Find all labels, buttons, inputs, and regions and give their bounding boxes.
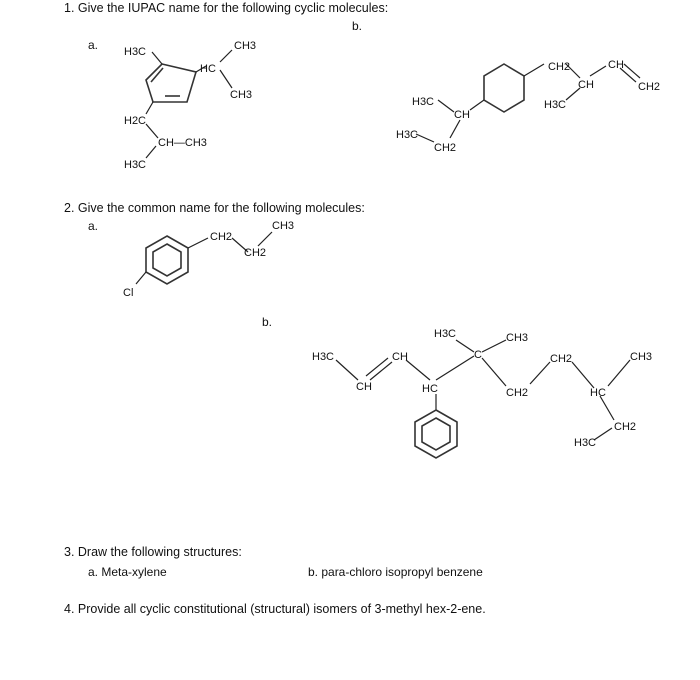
molecule-2b-double-bond-2 xyxy=(370,362,392,380)
molecule-2b-hc: HC xyxy=(422,383,438,395)
molecule-1a-bond xyxy=(146,102,153,114)
molecule-1a-bond xyxy=(146,124,158,138)
molecule-1b-ch-top: CH xyxy=(608,59,624,71)
molecule-1a-h3c-bottom: H3C xyxy=(124,159,147,171)
molecule-2a-ch2-a: CH2 xyxy=(210,231,233,243)
question-2a-label: a. xyxy=(88,219,99,233)
molecule-2b-ch2-mid: CH2 xyxy=(506,387,529,399)
molecule-1b-bond xyxy=(590,66,606,76)
molecule-1b-double-bond xyxy=(624,64,640,78)
molecule-2b-ch3-right: CH3 xyxy=(630,351,653,363)
molecule-2a-ch2-b: CH2 xyxy=(244,247,267,259)
question-1a-label: a. xyxy=(88,38,99,52)
molecule-1b-bond xyxy=(416,134,434,142)
molecule-1a xyxy=(124,40,256,171)
molecule-1b-ch2-end: CH2 xyxy=(638,81,661,93)
molecule-1b-bond xyxy=(450,120,460,138)
molecule-1a-ch3-right: CH3 xyxy=(230,89,253,101)
question-3b-item: b. para-chloro isopropyl benzene xyxy=(308,565,483,579)
molecule-2a-bond xyxy=(258,232,272,246)
question-2-title: 2. Give the common name for the following molecules: xyxy=(64,201,365,215)
molecule-1b-h3c-left: H3C xyxy=(412,96,435,108)
molecule-2b-h3c-top: H3C xyxy=(434,328,457,340)
molecule-2b xyxy=(312,328,652,458)
molecule-1a-ch3-top: CH3 xyxy=(234,40,257,52)
molecule-2b-c: C xyxy=(474,349,482,361)
molecule-2b-ch-2: CH xyxy=(392,351,408,363)
molecule-2b-bond xyxy=(530,362,550,384)
molecule-2b-bond xyxy=(600,396,614,420)
molecule-1b-bond xyxy=(470,100,484,110)
question-3a-item: a. Meta-xylene xyxy=(88,565,167,579)
molecule-2b-bond xyxy=(572,362,594,388)
molecule-2b-h3c-bottom: H3C xyxy=(574,437,597,449)
molecule-1a-bond xyxy=(152,52,162,64)
molecule-1b-ch2-top: CH2 xyxy=(548,61,571,73)
molecule-2b-double-bond xyxy=(366,358,388,376)
molecule-1a-h3c-top: H3C xyxy=(124,46,147,58)
molecule-2b-bond xyxy=(336,360,358,380)
molecule-1b-bond xyxy=(524,64,544,76)
molecule-1b xyxy=(396,59,660,154)
molecule-2b-h3c-left: H3C xyxy=(312,351,335,363)
molecule-2b-bond xyxy=(594,428,612,440)
molecule-1b-ch-left: CH xyxy=(454,109,470,121)
molecule-2a-ch3: CH3 xyxy=(272,220,295,232)
molecule-1b-ring xyxy=(484,64,524,112)
molecule-2b-ch2-top: CH2 xyxy=(550,353,573,365)
question-3-title: 3. Draw the following structures: xyxy=(64,545,242,559)
molecule-2a xyxy=(123,220,294,299)
molecule-2a-bond xyxy=(188,238,208,248)
molecule-2b-ch3-top: CH3 xyxy=(506,332,529,344)
molecule-1a-ch-ch3: CH—CH3 xyxy=(158,137,207,149)
molecule-1a-bond xyxy=(220,70,232,88)
molecule-1b-bond xyxy=(438,100,454,112)
molecule-1b-ch-mid: CH xyxy=(578,79,594,91)
molecule-2b-bond xyxy=(436,356,474,380)
molecule-2b-bond xyxy=(482,358,506,386)
molecule-2b-ch-1: CH xyxy=(356,381,372,393)
molecule-2a-bond xyxy=(136,272,146,284)
molecule-1a-bond xyxy=(220,50,232,62)
molecule-2b-bond xyxy=(406,360,430,380)
molecule-2b-bond xyxy=(482,340,506,352)
molecule-2a-cl: Cl xyxy=(123,287,134,299)
question-1-title: 1. Give the IUPAC name for the following cyclic molecules: xyxy=(64,1,389,15)
molecule-1a-hc: HC xyxy=(200,63,216,75)
molecule-2b-ring-inner xyxy=(422,418,450,450)
question-2b-label: b. xyxy=(262,315,273,329)
molecule-2a-ring-inner xyxy=(153,244,181,276)
question-1b-label: b. xyxy=(352,19,363,33)
molecule-2b-bond xyxy=(456,340,474,352)
molecule-1a-h2c: H2C xyxy=(124,115,147,127)
molecule-2b-hc-right: HC xyxy=(590,387,606,399)
molecule-2b-ch2-right: CH2 xyxy=(614,421,637,433)
molecule-1b-h3c-right: H3C xyxy=(544,99,567,111)
molecule-1a-bond xyxy=(146,146,156,158)
molecule-2b-bond xyxy=(608,360,630,386)
molecule-1b-ch2-low: CH2 xyxy=(434,142,457,154)
question-4-title: 4. Provide all cyclic constitutional (structural) isomers of 3-methyl hex-2-ene. xyxy=(64,602,486,616)
molecule-1b-h3c-low: H3C xyxy=(396,129,419,141)
